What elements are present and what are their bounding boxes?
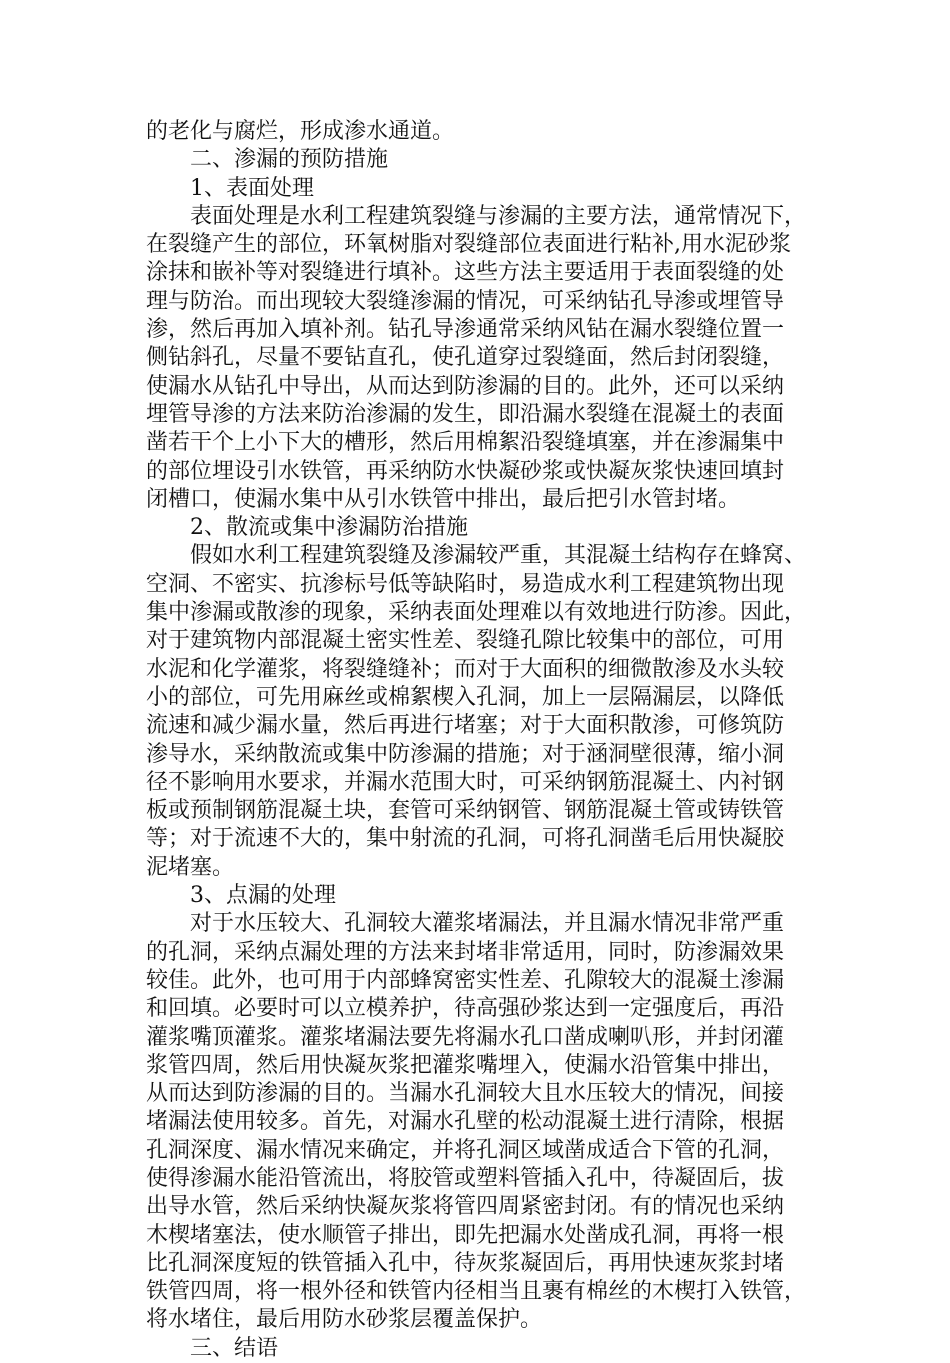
text-line: 孔洞深度、漏水情况来确定，并将孔洞区域凿成适合下管的孔洞，: [146, 1137, 785, 1163]
text-line: 和回填。必要时可以立模养护，待高强砂浆达到一定强度后，再沿: [146, 996, 785, 1022]
text-line: 理与防治。而出现较大裂缝渗漏的情况，可采纳钻孔导渗或埋管导: [146, 288, 785, 314]
text-line: 渗，然后再加入填补剂。钻孔导渗通常采纳风钻在漏水裂缝位置一: [146, 317, 785, 343]
text-line: 闭槽口，使漏水集中从引水铁管中排出，最后把引水管封堵。: [146, 486, 741, 512]
text-line: 的老化与腐烂，形成渗水通道。: [146, 119, 455, 144]
text-line: 比孔洞深度短的铁管插入孔中，待灰浆凝固后，再用快速灰浆封堵: [146, 1250, 785, 1276]
text-line: 对于建筑物内部混凝土密实性差、裂缝孔隙比较集中的部位，可用: [146, 628, 785, 654]
text-line: 渗导水，采纳散流或集中防渗漏的措施；对于涵洞壁很薄，缩小洞: [146, 741, 785, 767]
text-line: 侧钻斜孔，尽量不要钻直孔，使孔道穿过裂缝面，然后封闭裂缝，: [146, 345, 785, 371]
text-line: 表面处理是水利工程建筑裂缝与渗漏的主要方法，通常情况下，: [190, 203, 807, 229]
text-line: 使得渗漏水能沿管流出，将胶管或塑料管插入孔中，待凝固后，拔: [146, 1165, 785, 1191]
text-line: 出导水管，然后采纳快凝灰浆将管四周紧密封闭。有的情况也采纳: [146, 1194, 785, 1220]
text-line: 将水堵住，最后用防水砂浆层覆盖保护。: [146, 1307, 543, 1333]
text-line: 对于水压较大、孔洞较大灌浆堵漏法，并且漏水情况非常严重: [190, 911, 785, 937]
text-line: 板或预制钢筋混凝土块，套管可采纳钢管、钢筋混凝土管或铸铁管: [146, 798, 785, 824]
text-line: 水泥和化学灌浆，将裂缝缝补；而对于大面积的细微散渗及水头较: [146, 656, 785, 682]
text-line: 凿若干个上小下大的槽形，然后用棉絮沿裂缝填塞，并在渗漏集中: [146, 430, 785, 456]
text-line: 小的部位，可先用麻丝或棉絮楔入孔洞，加上一层隔漏层，以降低: [146, 684, 785, 710]
text-line: 2、散流或集中渗漏防治措施: [190, 515, 468, 541]
text-line: 堵漏法使用较多。首先，对漏水孔壁的松动混凝土进行清除，根据: [146, 1109, 785, 1135]
text-line: 灌浆嘴顶灌浆。灌浆堵漏法要先将漏水孔口凿成喇叭形，并封闭灌: [146, 1024, 785, 1050]
text-line: 集中渗漏或散渗的现象，采纳表面处理难以有效地进行防渗。因此，: [146, 600, 807, 626]
text-line: 3、点漏的处理: [190, 883, 336, 909]
text-line: 三、结语: [190, 1335, 279, 1361]
text-line: 浆管四周，然后用快凝灰浆把灌浆嘴埋入，使漏水沿管集中排出，: [146, 1052, 785, 1078]
text-line: 二、渗漏的预防措施: [190, 147, 389, 173]
text-line: 的部位埋设引水铁管，再采纳防水快凝砂浆或快凝灰浆快速回填封: [146, 458, 785, 484]
text-line: 空洞、不密实、抗渗标号低等缺陷时，易造成水利工程建筑物出现: [146, 571, 785, 597]
text-line: 在裂缝产生的部位，环氧树脂对裂缝部位表面进行粘补,用水泥砂浆: [146, 232, 791, 258]
document-body: [146, 118, 806, 1363]
text-line: 木楔堵塞法，使水顺管子排出，即先把漏水处凿成孔洞，再将一根: [146, 1222, 785, 1248]
text-line: 假如水利工程建筑裂缝及渗漏较严重，其混凝土结构存在蜂窝、: [190, 543, 807, 569]
text-line: 泥堵塞。: [146, 854, 235, 880]
text-line: 1、表面处理: [190, 175, 314, 201]
text-line: 等；对于流速不大的，集中射流的孔洞，可将孔洞凿毛后用快凝胶: [146, 826, 785, 852]
text-line: 的孔洞，采纳点漏处理的方法来封堵非常适用，同时，防渗漏效果: [146, 939, 785, 965]
text-line: 铁管四周，将一根外径和铁管内径相当且裹有棉丝的木楔打入铁管，: [146, 1279, 807, 1305]
text-line: 涂抹和嵌补等对裂缝进行填补。这些方法主要适用于表面裂缝的处: [146, 260, 785, 286]
text-line: 径不影响用水要求，并漏水范围大时，可采纳钢筋混凝土、内衬钢: [146, 769, 785, 795]
text-line: 使漏水从钻孔中导出，从而达到防渗漏的目的。此外，还可以采纳: [146, 373, 785, 399]
text-line: 较佳。此外，也可用于内部蜂窝密实性差、孔隙较大的混凝土渗漏: [146, 967, 785, 993]
text-line: 埋管导渗的方法来防治渗漏的发生，即沿漏水裂缝在混凝土的表面: [146, 401, 785, 427]
text-line: 从而达到防渗漏的目的。当漏水孔洞较大且水压较大的情况，间接: [146, 1081, 785, 1107]
text-line: 流速和减少漏水量，然后再进行堵塞；对于大面积散渗，可修筑防: [146, 713, 785, 739]
